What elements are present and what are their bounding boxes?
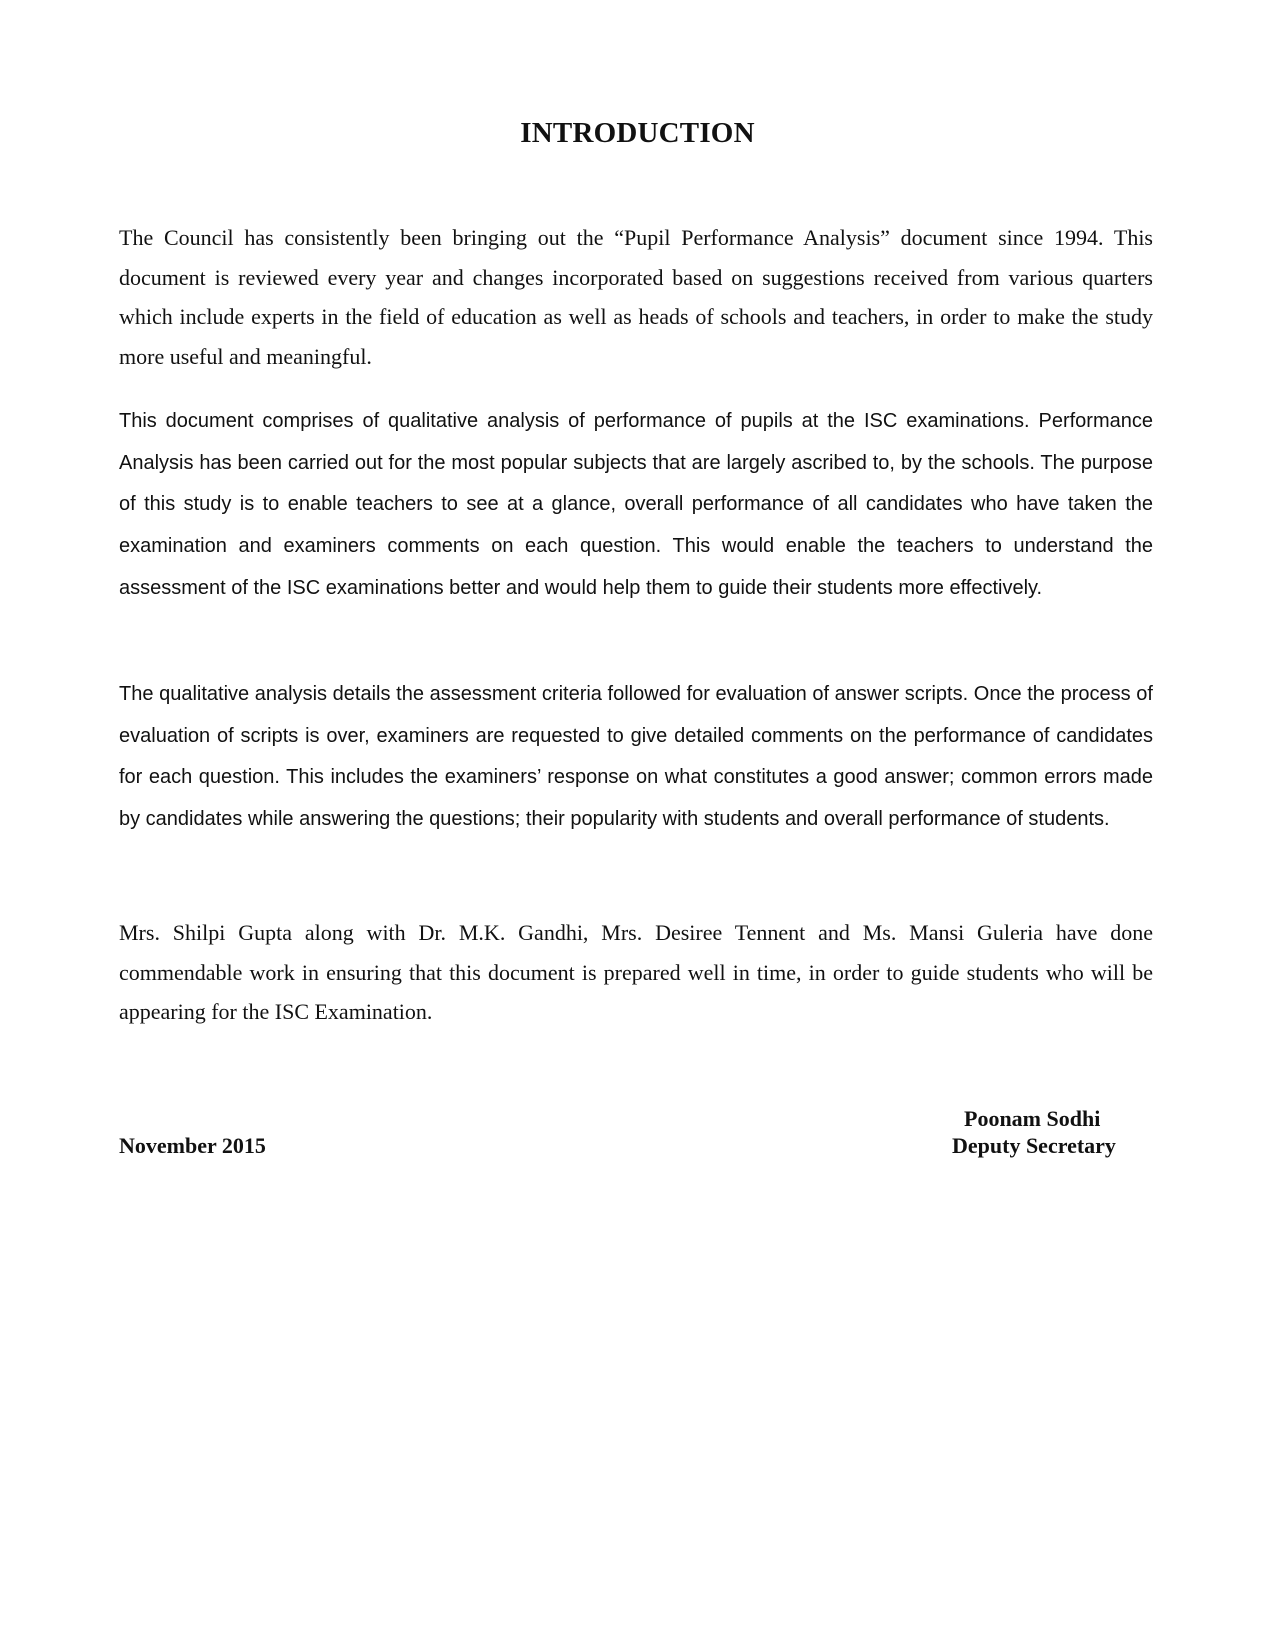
page-title: INTRODUCTION [520,117,755,149]
paragraph-purpose: This document comprises of qualitative analysis of performance of pupils at the ISC examinations. Performance Analysis has been carried out for the most popular subjects that are largely ascribed to, by the schools. The purpose of this study is to enable teachers to see at a glance, overall performance of all candidates who have taken the examination and examiners comments on each question. This would enable the teachers to understand the assessment of the ISC examinations better and would help them to guide their students more effectively. [119,410,1153,599]
paragraph-intro: The Council has consistently been bringing out the “Pupil Performance Analysis” document since 1994. This document is reviewed every year and changes incorporated based on suggestions received from various quarters which include experts in the field of education as well as heads of schools and teachers, in order to make the study more useful and meaningful. [119,225,1153,369]
signer-name: Poonam Sodhi [964,1106,1101,1131]
paragraph-acknowledgement: Mrs. Shilpi Gupta along with Dr. M.K. Gandhi, Mrs. Desiree Tennent and Ms. Mansi Guleria have done commendable work in ensuring that this document is prepared well in time, in order to guide students who will be appearing for the ISC Examination. [119,920,1153,1024]
document-date: November 2015 [119,1133,266,1158]
signer-title: Deputy Secretary [952,1133,1116,1158]
paragraph-qualitative-analysis: The qualitative analysis details the assessment criteria followed for evaluation of answer scripts. Once the process of evaluation of scripts is over, examiners are requested to give detailed comments on the performance of candidates for each question. This includes the examiners’ response on what constitutes a good answer; common errors made by candidates while answering the questions; their popularity with students and overall performance of students. [119,683,1153,831]
